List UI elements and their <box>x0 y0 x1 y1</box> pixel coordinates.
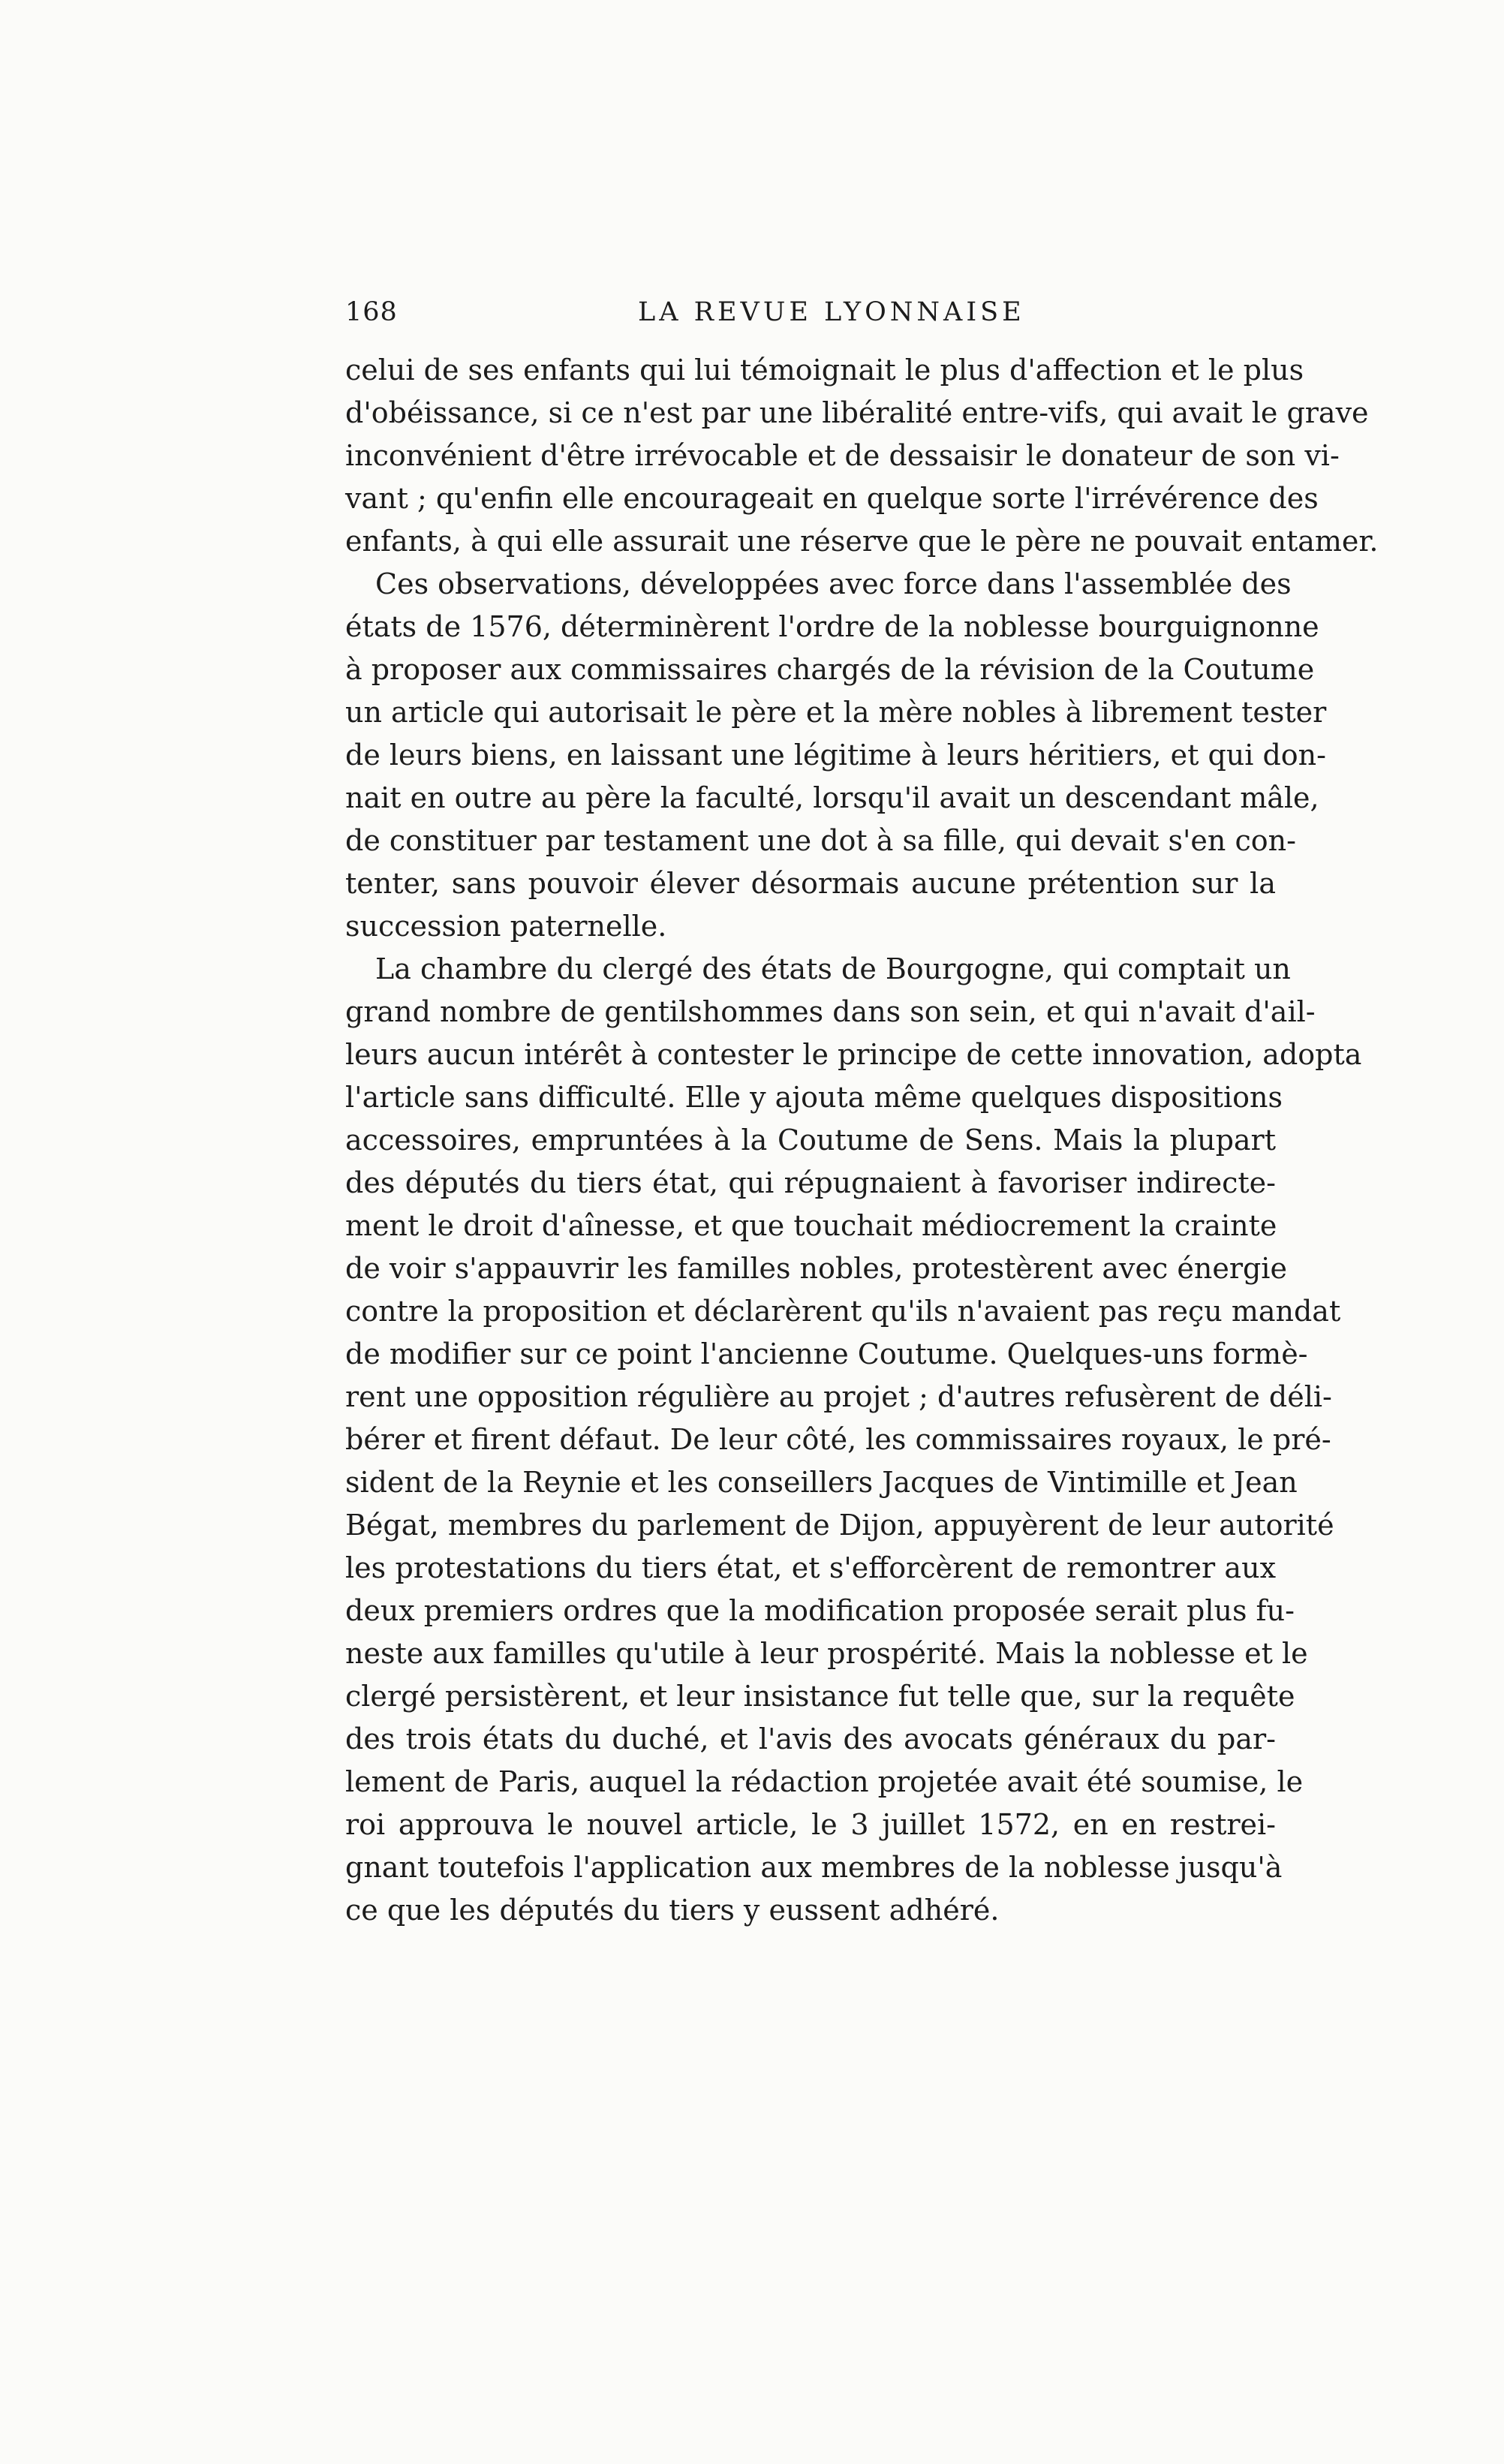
text-line: gnant toutefois l'application aux membres de la noblesse jusqu'à <box>345 1851 1283 1884</box>
text-line: un article qui autorisait le père et la mère nobles à librement tester <box>345 696 1327 729</box>
text-line: sident de la Reynie et les conseillers Jacques de Vintimille et Jean <box>345 1466 1298 1499</box>
text-line: les protestations du tiers état, et s'efforcèrent de remontrer aux <box>345 1551 1276 1584</box>
text-line: grand nombre de gentilshommes dans son sein, et qui n'avait d'ail- <box>345 995 1316 1028</box>
text-block <box>345 349 1379 1932</box>
text-line: à proposer aux commissaires chargés de la révision de la Coutume <box>345 653 1315 686</box>
paragraph-1 <box>345 349 1379 563</box>
text-line: de constituer par testament une dot à sa fille, qui devait s'en con- <box>345 824 1296 857</box>
text-line: de voir s'appauvrir les familles nobles, protestèrent avec énergie <box>345 1252 1287 1285</box>
running-head <box>345 297 1276 335</box>
text-line: ce que les députés du tiers y eussent adhéré. <box>345 1894 1000 1927</box>
text-line: La chambre du clergé des états de Bourgogne, qui comptait un <box>375 952 1291 985</box>
text-line: états de 1576, déterminèrent l'ordre de la noblesse bourguignonne <box>345 610 1319 643</box>
text-line: d'obéissance, si ce n'est par une libéralité entre-vifs, qui avait le grave <box>345 396 1369 429</box>
text-line: Ces observations, développées avec force dans l'assemblée des <box>375 567 1292 600</box>
text-line: enfants, à qui elle assurait une réserve que le père ne pouvait entamer. <box>345 525 1379 558</box>
text-line: de leurs biens, en laissant une légitime à leurs héritiers, et qui don- <box>345 739 1326 772</box>
text-line: succession paternelle. <box>345 910 667 943</box>
text-line: Bégat, membres du parlement de Dijon, appuyèrent de leur autorité <box>345 1509 1334 1542</box>
text-line: ment le droit d'aînesse, et que touchait médiocrement la crainte <box>345 1209 1277 1242</box>
text-line: contre la proposition et déclarèrent qu'ils n'avaient pas reçu mandat <box>345 1295 1341 1328</box>
text-line: tenter, sans pouvoir élever désormais aucune prétention sur la <box>345 867 1276 900</box>
text-line: neste aux familles qu'utile à leur prospérité. Mais la noblesse et le <box>345 1637 1308 1670</box>
text-line: rent une opposition régulière au projet ; d'autres refusèrent de déli- <box>345 1380 1332 1413</box>
text-line: leurs aucun intérêt à contester le principe de cette innovation, adopta <box>345 1038 1362 1071</box>
text-line: de modifier sur ce point l'ancienne Coutume. Quelques-uns formè- <box>345 1337 1308 1370</box>
text-line: inconvénient d'être irrévocable et de dessaisir le donateur de son vi- <box>345 439 1340 472</box>
journal-title: LA REVUE LYONNAISE <box>638 297 1025 327</box>
text-line: deux premiers ordres que la modification proposée serait plus fu- <box>345 1594 1295 1627</box>
text-line: des députés du tiers état, qui répugnaient à favoriser indirecte- <box>345 1166 1276 1199</box>
paragraph-3 <box>345 948 1362 1932</box>
text-line: nait en outre au père la faculté, lorsqu'il avait un descendant mâle, <box>345 781 1319 814</box>
text-line: roi approuva le nouvel article, le 3 juillet 1572, en en restrei- <box>345 1808 1276 1841</box>
text-line: clergé persistèrent, et leur insistance fut telle que, sur la requête <box>345 1680 1295 1713</box>
page-number: 168 <box>345 297 398 327</box>
text-line: accessoires, empruntées à la Coutume de Sens. Mais la plupart <box>345 1124 1276 1157</box>
text-line: l'article sans difficulté. Elle y ajouta même quelques dispositions <box>345 1081 1283 1114</box>
text-line: bérer et firent défaut. De leur côté, les commissaires royaux, le pré- <box>345 1423 1331 1456</box>
text-line: des trois états du duché, et l'avis des avocats généraux du par- <box>345 1722 1276 1755</box>
text-line: vant ; qu'enfin elle encourageait en quelque sorte l'irrévérence des <box>345 482 1319 515</box>
text-line: lement de Paris, auquel la rédaction projetée avait été soumise, le <box>345 1765 1304 1798</box>
paragraph-2 <box>345 563 1327 948</box>
text-line: celui de ses enfants qui lui témoignait le plus d'affection et le plus <box>345 354 1304 387</box>
